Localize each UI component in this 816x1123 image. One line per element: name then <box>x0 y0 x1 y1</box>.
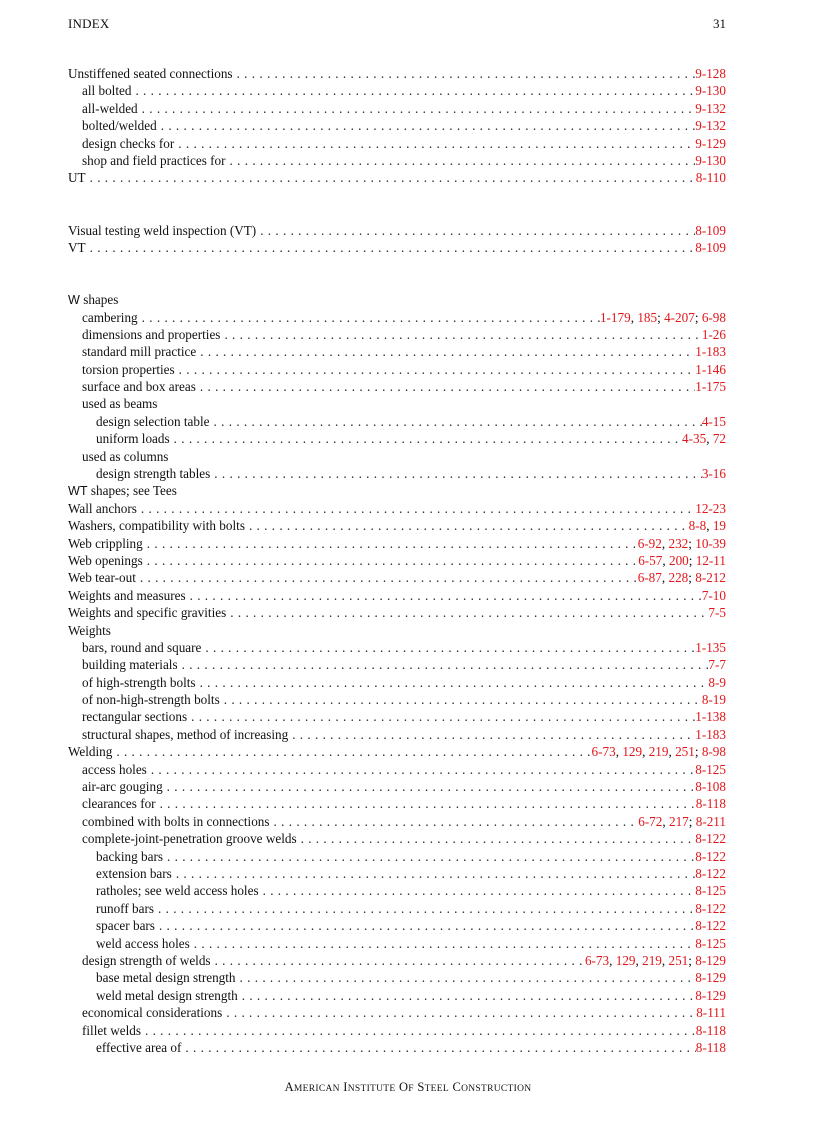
page-references <box>695 935 726 952</box>
page-references <box>695 378 726 395</box>
page-references <box>695 917 726 934</box>
entry-label: Welding <box>68 744 113 760</box>
index-entry <box>68 587 726 604</box>
page-ref-link[interactable]: 8-109 <box>695 222 726 238</box>
entry-label: spacer bars <box>96 918 155 934</box>
dot-leader <box>238 987 695 1004</box>
dot-leader <box>138 309 600 326</box>
dot-leader <box>297 830 696 847</box>
dot-leader <box>236 969 696 986</box>
page-references <box>695 222 726 239</box>
page-ref-link[interactable]: 8-129 <box>695 952 726 968</box>
page-ref-link[interactable]: 4-15 <box>701 413 726 429</box>
dot-leader <box>181 1039 695 1056</box>
dot-leader <box>143 535 638 552</box>
page-references <box>695 726 726 743</box>
page-references <box>702 691 726 708</box>
index-entry <box>68 413 726 430</box>
index-entry <box>68 639 726 656</box>
entry-label: extension bars <box>96 866 172 881</box>
page-ref-link[interactable]: 6-72 <box>638 813 663 829</box>
page-ref-link[interactable]: 219 <box>642 952 662 968</box>
page-references: 6-92, 232; 10-39 <box>637 535 726 551</box>
index-entry <box>68 656 726 673</box>
entry-label: structural shapes, method of increasing <box>82 726 289 742</box>
entry-label: shop and field practices for <box>82 152 226 168</box>
index-entry <box>68 430 726 447</box>
index-entry <box>68 952 726 969</box>
dot-leader <box>187 708 695 725</box>
dot-leader <box>196 674 709 691</box>
page-ref-link[interactable]: 8-118 <box>695 796 726 812</box>
page-references <box>695 882 726 899</box>
index-entry <box>68 500 726 517</box>
page-references: 6-73, 129, 219, 251; 8-129 <box>584 952 726 968</box>
entry-label: Visual testing weld inspection (VT) <box>68 222 257 238</box>
dot-leader <box>256 222 695 239</box>
page-references <box>695 865 726 882</box>
publisher-name: AMERICAN INSTITUTE OF STEEL CONSTRUCTION <box>284 1080 532 1094</box>
index-entry <box>68 987 726 1004</box>
index-entry <box>68 465 726 482</box>
index-entry <box>68 882 726 899</box>
page-references: 4-35, 72 <box>682 431 726 447</box>
dot-leader <box>190 935 695 952</box>
page-references <box>695 361 726 378</box>
entry-label: of non-high-strength bolts <box>82 692 220 708</box>
entry-label: all bolted <box>82 83 132 99</box>
entry-label: weld access holes <box>96 935 190 951</box>
index-entry <box>68 517 726 534</box>
dot-leader <box>210 465 702 482</box>
index-entry <box>68 343 726 360</box>
page-ref-link[interactable]: 200 <box>668 552 689 568</box>
page-references <box>695 900 726 917</box>
dot-leader <box>172 865 695 882</box>
index-entry <box>68 552 726 569</box>
page-ref-link[interactable]: 232 <box>668 535 689 551</box>
entry-label: clearances for <box>82 796 156 812</box>
page-ref-link[interactable]: 8-8 <box>688 518 707 534</box>
index-entry <box>68 622 726 639</box>
page-ref-link[interactable]: 9-130 <box>695 152 726 168</box>
entry-label: runoff bars <box>96 900 154 916</box>
page-ref-link[interactable]: 6-87 <box>637 570 662 586</box>
index-entry <box>68 169 726 186</box>
page-ref-link[interactable]: 228 <box>668 570 689 586</box>
page-ref-link[interactable]: 3-16 <box>701 466 726 482</box>
dot-leader <box>86 169 696 186</box>
page-ref-link[interactable]: 9-130 <box>695 83 726 99</box>
page-references <box>696 1022 726 1039</box>
entry-label: design strength tables <box>96 466 211 482</box>
entry-label: used as beams <box>82 396 158 412</box>
index-entry <box>68 395 726 412</box>
page-ref-link[interactable]: 8-129 <box>695 987 726 1003</box>
entry-label: Washers, compatibility with bolts <box>68 518 245 534</box>
index-entry <box>68 969 726 986</box>
page-ref-link[interactable]: 12-23 <box>695 500 726 516</box>
dot-leader <box>186 587 702 604</box>
page-ref-link[interactable]: 8-19 <box>701 692 726 708</box>
page-ref-link[interactable]: 8-122 <box>695 831 726 847</box>
index-entry <box>68 117 726 134</box>
page-ref-link[interactable]: 9-132 <box>695 100 726 116</box>
page-ref-link[interactable]: 6-73 <box>584 952 610 968</box>
page-ref-link[interactable]: 8-122 <box>695 900 726 916</box>
page-references <box>695 239 726 256</box>
page-references <box>696 169 726 186</box>
page-ref-link[interactable]: 1-26 <box>701 326 726 342</box>
entry-label: base metal design strength <box>96 970 236 986</box>
dot-leader <box>147 761 695 778</box>
page-ref-link[interactable]: 8-125 <box>695 935 726 951</box>
page-references: 8-8, 19 <box>688 518 726 534</box>
page-ref-link[interactable]: 8-9 <box>708 674 726 690</box>
dot-leader <box>141 1022 696 1039</box>
index-entry <box>68 604 726 621</box>
index-entry <box>68 309 726 326</box>
page-references <box>695 848 726 865</box>
page-ref-link[interactable]: 8-122 <box>695 918 726 934</box>
entry-label: Web openings <box>68 552 143 568</box>
page-ref-link[interactable]: 8-125 <box>695 883 726 899</box>
page-ref-link[interactable]: 8-211 <box>695 813 726 829</box>
dot-leader <box>143 552 638 569</box>
index-entry <box>68 152 726 169</box>
index-entry <box>68 535 726 552</box>
page-ref-link[interactable]: 8-108 <box>695 779 726 795</box>
page-ref-link[interactable]: 8-125 <box>695 761 726 777</box>
page-ref-link[interactable]: 1-135 <box>695 639 726 655</box>
page-references <box>695 100 726 117</box>
page-references <box>695 708 726 725</box>
dot-leader <box>155 917 695 934</box>
entry-label: design checks for <box>82 135 175 151</box>
dot-leader <box>163 778 696 795</box>
page-ref-link[interactable]: 8-122 <box>695 848 726 864</box>
page-ref-link[interactable]: 1-175 <box>695 379 726 395</box>
page-references <box>702 465 726 482</box>
index-entry <box>68 691 726 708</box>
entry-label: bolted/welded <box>82 118 157 134</box>
entry-label: combined with bolts in connections <box>82 813 270 829</box>
entry-spacer <box>68 256 726 291</box>
page-references <box>702 413 726 430</box>
page-ref-link[interactable]: 1-138 <box>695 709 726 725</box>
index-entry <box>68 448 726 465</box>
dot-leader <box>210 413 702 430</box>
index-entry <box>68 761 726 778</box>
page-references <box>695 82 726 99</box>
page-ref-link[interactable]: 9-129 <box>695 135 726 151</box>
entry-label: complete-joint-penetration groove welds <box>82 831 297 847</box>
dot-leader <box>178 656 709 673</box>
page-references <box>696 795 726 812</box>
page-ref-link[interactable]: 19 <box>712 518 726 534</box>
dot-leader <box>196 343 695 360</box>
running-header: INDEX <box>68 16 110 31</box>
page-ref-link[interactable]: 10-39 <box>695 535 726 551</box>
index-entry <box>68 65 726 82</box>
page-ref-link[interactable]: 8-118 <box>695 1022 726 1038</box>
entry-label: all-welded <box>82 100 138 116</box>
page-references <box>695 343 726 360</box>
dot-leader <box>163 848 695 865</box>
entry-label: VT <box>68 239 86 255</box>
dot-leader <box>156 795 696 812</box>
page-references <box>708 604 726 621</box>
entry-label: Weights and measures <box>68 587 186 603</box>
page-ref-link[interactable]: 8-110 <box>695 170 726 186</box>
entry-label: standard mill practice <box>82 344 197 360</box>
page-ref-link[interactable]: 1-183 <box>695 344 726 360</box>
page-references <box>695 65 726 82</box>
dot-leader <box>157 117 696 134</box>
page-ref-link[interactable]: 129 <box>622 744 643 760</box>
page-ref-link[interactable]: 6-92 <box>637 535 662 551</box>
entry-label: UT <box>68 170 86 186</box>
index-entry <box>68 291 726 308</box>
entry-label: ratholes; see weld access holes <box>96 883 259 899</box>
entry-label: Wall anchors <box>68 500 137 516</box>
dot-leader <box>226 604 708 621</box>
index-entry <box>68 135 726 152</box>
dot-leader <box>154 900 695 917</box>
index-entry <box>68 239 726 256</box>
page-references <box>695 987 726 1004</box>
page-references: 6-57, 200; 12-11 <box>638 552 726 568</box>
page-ref-link[interactable]: 7-10 <box>701 587 726 603</box>
dot-leader <box>131 82 695 99</box>
page-ref-link[interactable]: 1-146 <box>695 361 726 377</box>
page-ref-link[interactable]: 8-212 <box>695 570 726 586</box>
entry-label: Unstiffened seated connections <box>68 66 233 81</box>
page-footer <box>0 1080 816 1095</box>
page-ref-link[interactable]: 217 <box>668 813 689 829</box>
dot-leader <box>233 65 696 82</box>
dot-leader <box>245 517 689 534</box>
page-references <box>708 656 726 673</box>
page-ref-link[interactable]: 4-207 <box>664 309 695 325</box>
page-ref-link[interactable]: 6-57 <box>638 552 663 568</box>
dot-leader <box>170 430 682 447</box>
index-entry <box>68 917 726 934</box>
page-references <box>695 778 726 795</box>
entry-label: dimensions and properties <box>82 326 221 342</box>
page-references: 6-72, 217; 8-211 <box>638 813 726 829</box>
page-ref-link[interactable]: 219 <box>648 744 669 760</box>
entry-label: surface and box areas <box>82 379 196 395</box>
page-ref-link[interactable]: 9-132 <box>695 118 726 134</box>
index-entry <box>68 1004 726 1021</box>
index-entry <box>68 795 726 812</box>
page-ref-link[interactable]: 8-98 <box>701 744 726 760</box>
dot-leader <box>288 726 695 743</box>
page-references <box>702 326 726 343</box>
page-references <box>695 969 726 986</box>
index-entry <box>68 865 726 882</box>
page-ref-link[interactable]: 12-11 <box>695 552 726 568</box>
entry-label: uniform loads <box>96 431 170 447</box>
entry-label: access holes <box>82 761 147 777</box>
dot-leader <box>196 378 695 395</box>
entry-label: weld metal design strength <box>96 987 238 1003</box>
dot-leader <box>220 326 701 343</box>
entry-label: W shapes <box>68 292 119 308</box>
page-ref-link[interactable]: 8-109 <box>695 239 726 255</box>
index-entry <box>68 935 726 952</box>
index-entry <box>68 1022 726 1039</box>
dot-leader <box>211 952 585 969</box>
entry-label: backing bars <box>96 848 164 864</box>
dot-leader <box>137 500 695 517</box>
index-entry <box>68 830 726 847</box>
dot-leader <box>201 639 695 656</box>
page-references <box>695 761 726 778</box>
index-entry <box>68 361 726 378</box>
entry-label: of high-strength bolts <box>82 674 196 690</box>
page-ref-link[interactable]: 1-183 <box>695 726 726 742</box>
entry-label: air-arc gouging <box>82 779 163 795</box>
index-entry <box>68 900 726 917</box>
entry-label: cambering <box>82 309 138 325</box>
entry-label: Weights and specific gravities <box>68 605 227 621</box>
page-ref-link[interactable]: 9-128 <box>695 66 726 81</box>
dot-leader <box>175 361 696 378</box>
page-ref-link[interactable]: 129 <box>615 952 636 968</box>
page-references <box>695 639 726 656</box>
dot-leader <box>226 152 696 169</box>
page-references <box>696 1004 726 1021</box>
index-entry <box>68 100 726 117</box>
page-references <box>695 117 726 134</box>
page-number: 31 <box>713 16 726 31</box>
page-ref-link[interactable]: 8-118 <box>695 1039 726 1055</box>
dot-leader <box>259 882 696 899</box>
index-entry <box>68 726 726 743</box>
page-ref-link[interactable]: 6-98 <box>701 309 726 325</box>
page-ref-link[interactable]: 251 <box>675 744 695 760</box>
page-references <box>695 135 726 152</box>
page-ref-link[interactable]: 7-7 <box>708 657 726 673</box>
entry-label: Web tear-out <box>68 570 136 586</box>
page-ref-link[interactable]: 1-179 <box>599 309 631 325</box>
dot-leader <box>222 1004 696 1021</box>
entry-label: Weights <box>68 622 111 638</box>
page-ref-link[interactable]: 6-73 <box>591 744 616 760</box>
dot-leader <box>112 743 591 760</box>
page-ref-link[interactable]: 72 <box>712 431 726 447</box>
page-ref-link[interactable]: 7-5 <box>708 605 726 621</box>
index-entries <box>68 65 726 1056</box>
index-entry <box>68 674 726 691</box>
page-ref-link[interactable]: 8-111 <box>696 1005 726 1021</box>
page-ref-link[interactable]: 4-35 <box>682 431 707 447</box>
entry-label: building materials <box>82 657 178 673</box>
page-references <box>696 1039 726 1056</box>
page-ref-link[interactable]: 8-129 <box>695 970 726 986</box>
entry-label: used as columns <box>82 448 169 464</box>
index-entry <box>68 743 726 760</box>
index-entry <box>68 708 726 725</box>
entry-label: design strength of welds <box>82 952 211 968</box>
page-references <box>708 674 726 691</box>
page-references <box>695 830 726 847</box>
entry-label: Web crippling <box>68 535 143 551</box>
index-entry <box>68 326 726 343</box>
entry-label: design selection table <box>96 413 210 429</box>
page-ref-link[interactable]: 8-122 <box>695 866 726 881</box>
page-references: 1-179, 185; 4-207; 6-98 <box>599 309 726 325</box>
entry-label: bars, round and square <box>82 639 202 655</box>
page-references <box>695 500 726 517</box>
index-entry <box>68 1039 726 1056</box>
index-entry <box>68 778 726 795</box>
index-entry <box>68 82 726 99</box>
dot-leader <box>220 691 702 708</box>
dot-leader <box>138 100 696 117</box>
entry-label: WT shapes; see Tees <box>68 483 177 499</box>
index-entry <box>68 848 726 865</box>
entry-label: rectangular sections <box>82 709 188 725</box>
page-references: 6-73, 129, 219, 251; 8-98 <box>591 744 726 760</box>
entry-spacer <box>68 187 726 222</box>
page-references <box>702 587 726 604</box>
dot-leader <box>86 239 696 256</box>
page-ref-link[interactable]: 185 <box>637 309 658 325</box>
index-entry <box>68 378 726 395</box>
dot-leader <box>174 135 695 152</box>
index-entry <box>68 482 726 499</box>
entry-label: effective area of <box>96 1039 182 1055</box>
entry-label: fillet welds <box>82 1022 141 1038</box>
index-entry <box>68 222 726 239</box>
page-references <box>695 152 726 169</box>
index-entry <box>68 569 726 586</box>
entry-label: torsion properties <box>82 361 175 377</box>
page-ref-link[interactable]: 251 <box>668 952 689 968</box>
dot-leader <box>270 813 639 830</box>
page-references: 6-87, 228; 8-212 <box>637 570 726 586</box>
entry-label: economical considerations <box>82 1005 223 1021</box>
dot-leader <box>136 569 638 586</box>
index-entry <box>68 813 726 830</box>
